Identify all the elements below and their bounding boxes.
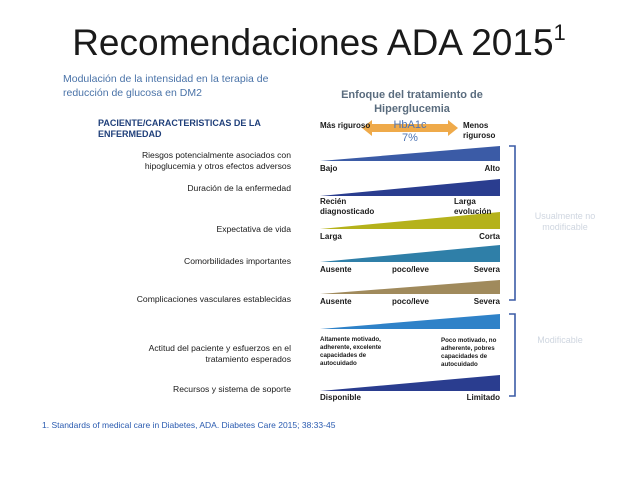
row-2-left: Recién diagnosticado [320, 197, 375, 216]
wedge-row-7 [320, 375, 500, 391]
row-5-mid: poco/leve [392, 297, 429, 306]
bracket-bottom [509, 314, 515, 396]
treatment-header: Enfoque del tratamiento de Hiperglucemia [341, 89, 483, 115]
row-label-4: Comorbilidades importantes [184, 256, 291, 266]
row-4-mid: poco/leve [392, 265, 429, 274]
row-2-right: Larga evolución [454, 197, 492, 216]
row-label-7: Recursos y sistema de soporte [173, 384, 291, 394]
subtitle: Modulación de la intensidad en la terapia de reducción de glucosa en DM2 [63, 73, 269, 99]
footnote: 1. Standards of medical care in Diabetes, ADA. Diabetes Care 2015; 38:33-45 [42, 420, 336, 430]
row-label-6: Actitud del paciente y esfuerzos en el tratamiento esperados [148, 343, 291, 364]
row-7-right: Limitado [466, 393, 500, 402]
bracket-top [509, 146, 515, 300]
wedge-row-6 [320, 314, 500, 329]
row-4-left: Ausente [320, 265, 352, 274]
row-label-5: Complicaciones vasculares establecidas [136, 294, 291, 304]
row-6-left: Altamente motivado, adherente, excelente capacidades de autocuidado [320, 336, 382, 367]
scale-right-label: Menos riguroso [463, 121, 496, 140]
side-note-modifiable: Modificable [537, 335, 583, 345]
scale-left-label: Más riguroso [320, 121, 371, 130]
row-7-left: Disponible [320, 393, 361, 402]
row-3-left: Larga [320, 232, 342, 241]
row-5-right: Severa [473, 297, 500, 306]
row-label-3: Expectativa de vida [216, 224, 291, 234]
row-6-right: Poco motivado, no adherente, pobres capacidades de autocuidado [441, 337, 497, 368]
row-5-left: Ausente [320, 297, 352, 306]
side-note-unmodifiable: Usualmente no modificable [534, 211, 596, 232]
row-1-right: Alto [484, 164, 500, 173]
row-4-right: Severa [473, 265, 500, 274]
wedge-row-1 [320, 146, 500, 161]
patient-header: PACIENTE/CARACTERISTICAS DE LA ENFERMEDAD [98, 118, 261, 139]
wedge-row-2 [320, 179, 500, 196]
row-3-right: Corta [479, 232, 500, 241]
wedge-row-4 [320, 245, 500, 262]
wedge-row-5 [320, 280, 500, 294]
row-1-left: Bajo [320, 164, 338, 173]
page-title: Recomendaciones ADA 2015$^1$ [72, 20, 566, 63]
hba1c-target: HbA1c 7% [393, 119, 427, 144]
row-label-1: Riesgos potencialmente asociados con hipoglucemia y otros efectos adversos [141, 150, 291, 171]
row-label-2: Duración de la enfermedad [187, 183, 291, 193]
